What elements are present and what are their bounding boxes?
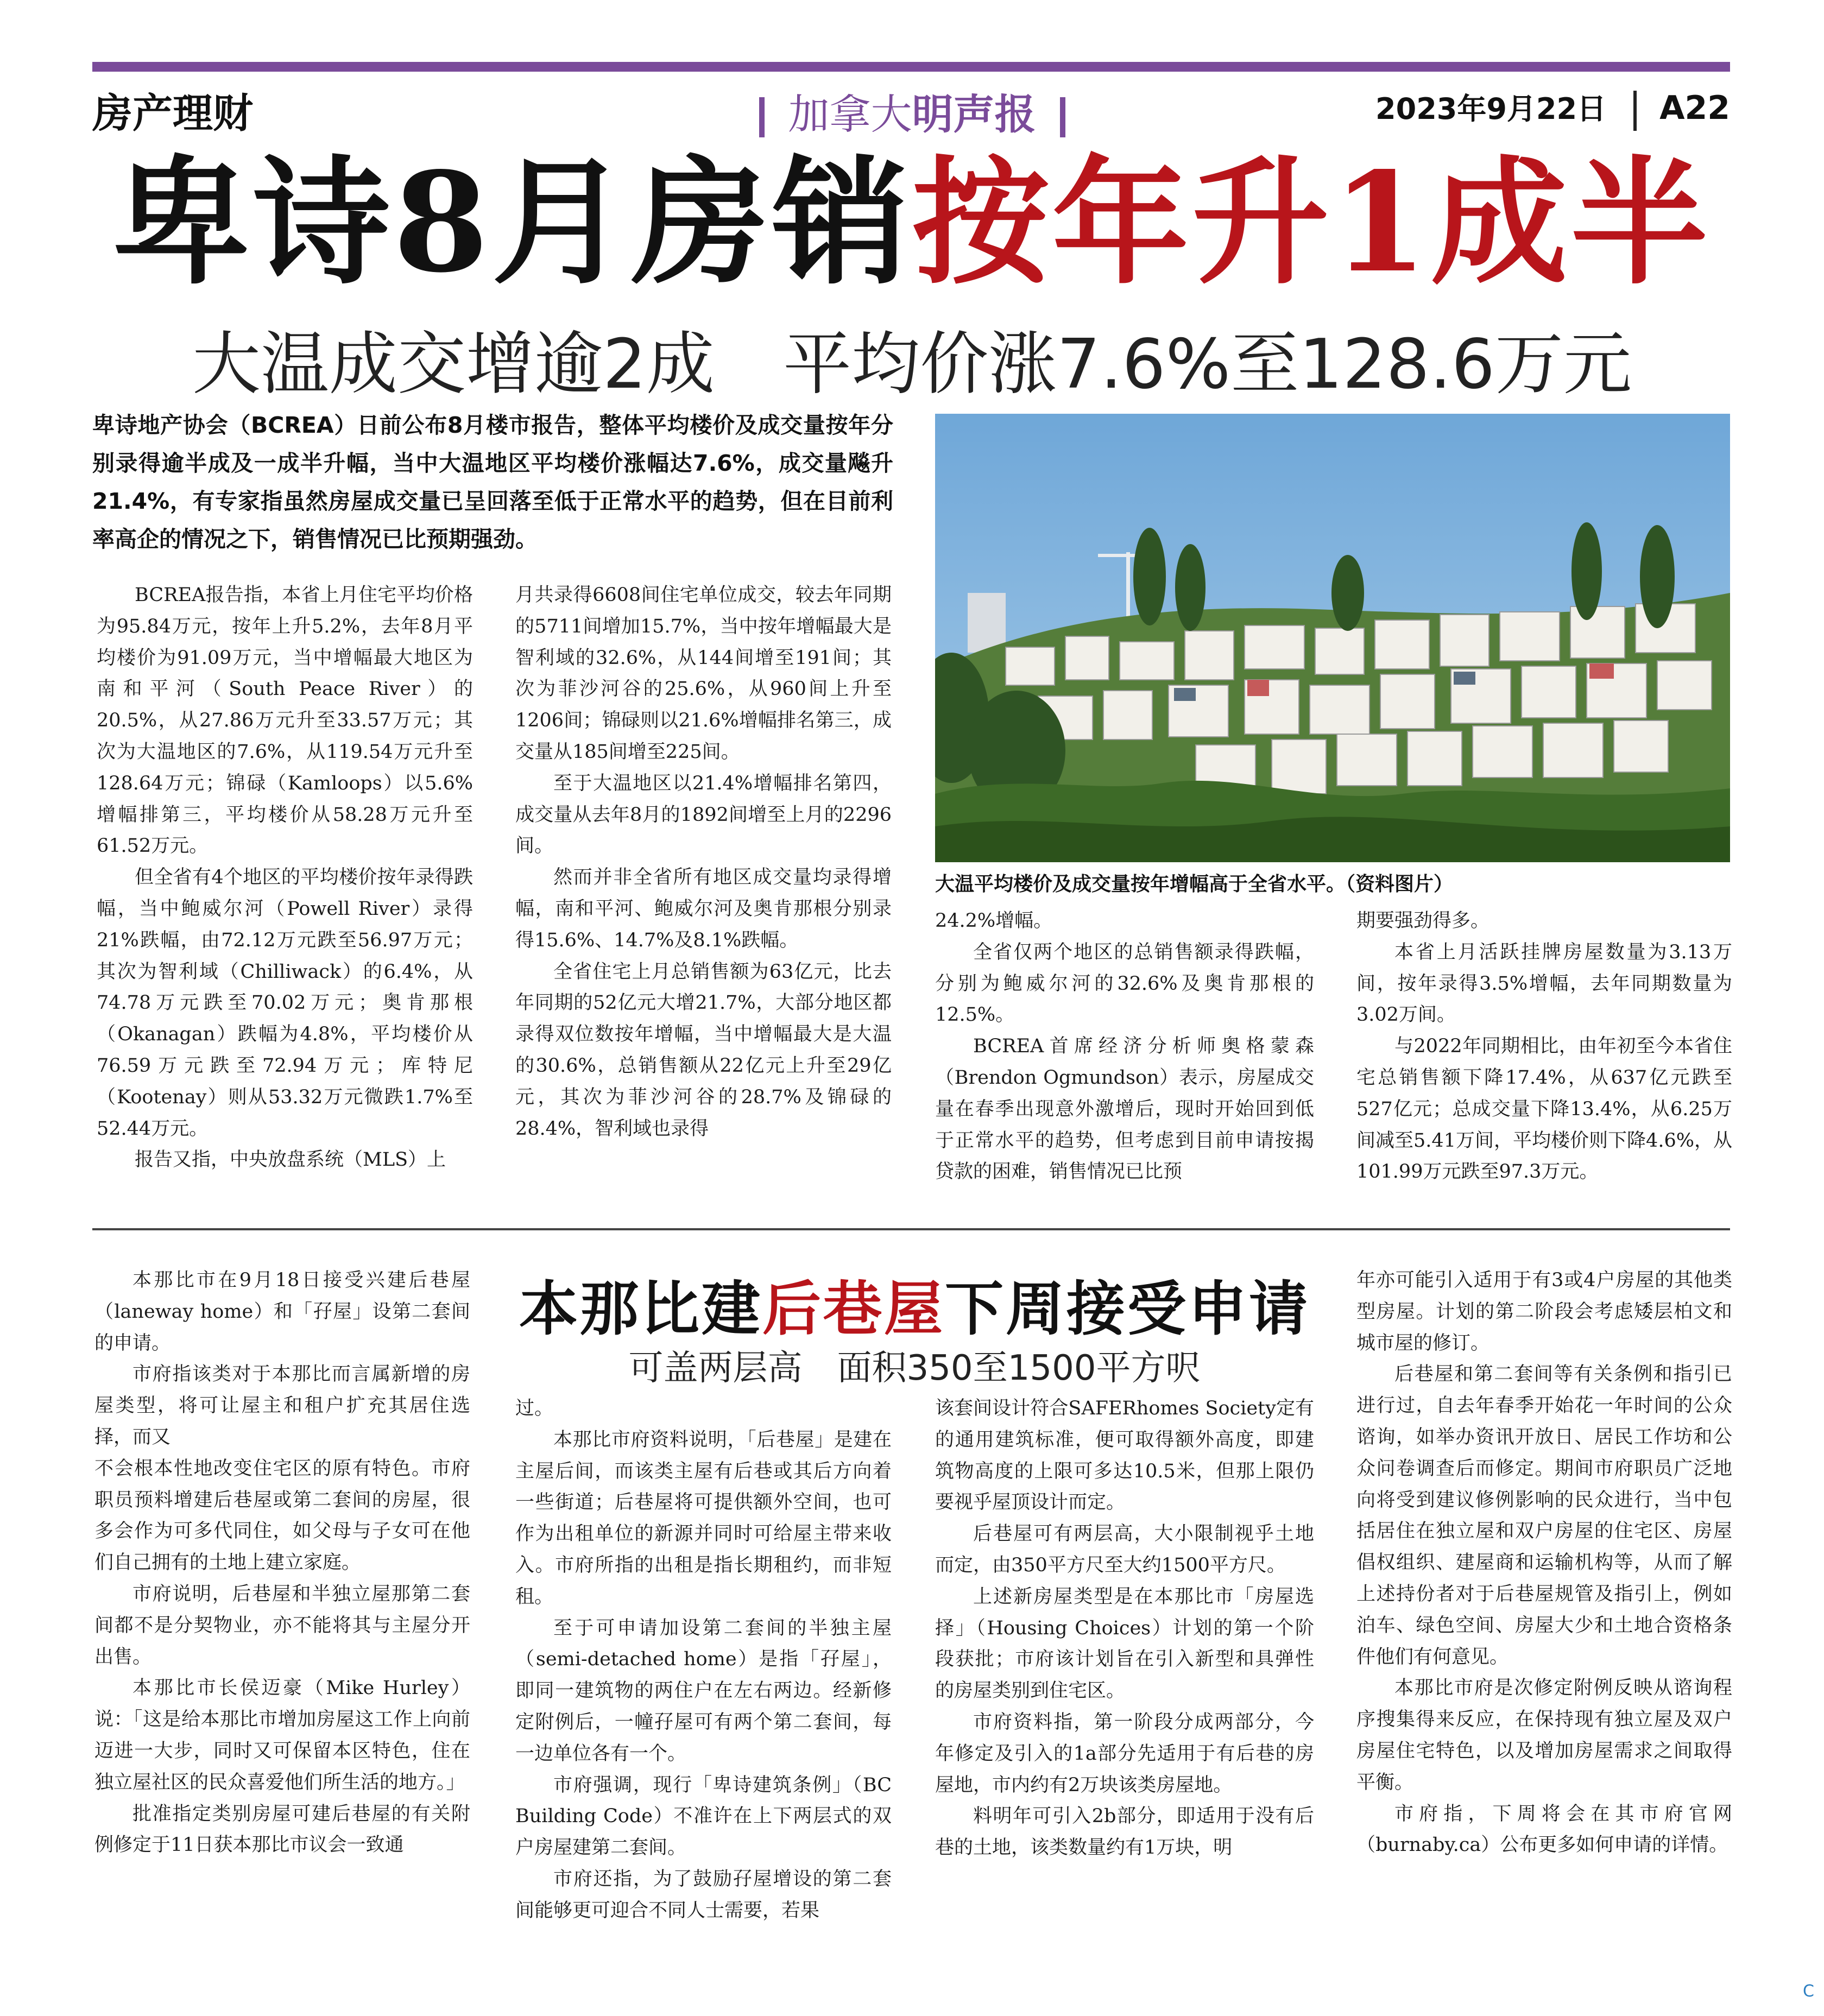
paragraph: 本那比市长侯迈豪（Mike Hurley）说：「这是给本那比市增加房屋这工作上向前迈进一大步，同时又可保留本区特色，住在独立屋社区的民众喜爱他们所生活的地方。」 xyxy=(94,1677,470,1793)
paragraph: 市府资料指，第一阶段分成两部分，今年修定及引入的1a部分先适用于有后巷的房屋地，市内约有2万块该类房屋地。 xyxy=(935,1711,1314,1796)
paragraph: 月共录得6608间住宅单位成交，较去年同期的5711间增加15.7%，当中按年增幅最大是智利域的32.6%，从144间增至191间；其次为菲沙河谷的25.6%，从960间上升至1206间；锦碌则以21.6%增幅排名第三，成交量从185间增至225间。 xyxy=(515,584,892,763)
headline-red: 按年升1成半 xyxy=(912,142,1711,303)
article2-column-3 xyxy=(935,1393,1314,1864)
article2-column-1 xyxy=(94,1265,470,1861)
paragraph: 市府说明，后巷屋和半独立屋那第二套间都不是分契物业，亦不能将其与主屋分开出售。 xyxy=(94,1583,470,1668)
issue-date: 2023年9月22日 xyxy=(1375,92,1607,126)
paragraph: 至于大温地区以21.4%增幅排名第四，成交量从去年8月的1892间增至上月的2296间。 xyxy=(515,772,892,857)
page-number: A22 xyxy=(1659,89,1730,127)
paragraph: 市府还指，为了鼓励孖屋增设的第二套间能够更可迎合不同人士需要，若果 xyxy=(515,1868,892,1922)
corner-mark: C xyxy=(1803,1982,1814,2001)
article1-subhead: 大温成交增逾2成 平均价涨7.6%至128.6万元 xyxy=(192,324,1632,404)
article2-column-2 xyxy=(515,1393,892,1927)
paragraph: 市府强调，现行「卑诗建筑条例」（BC Building Code）不准许在上下两层式的双户房屋建第二套间。 xyxy=(515,1774,892,1859)
article2-column-4 xyxy=(1356,1265,1732,1861)
paragraph: 与2022年同期相比，由年初至今本省住宅总销售额下降17.4%，从637亿元跌至527亿元；总成交量下降13.4%，从6.25万间减至5.41万间，平均楼价则下降4.6%，从101.99万元跌至97.3万元。 xyxy=(1356,1035,1732,1183)
headline-part-b: 下周接受申请 xyxy=(945,1275,1310,1343)
paragraph: 本那比市府资料说明，「后巷屋」是建在主屋后间，而该类主屋有后巷或其后方向着一些街道；后巷屋将可提供额外空间，也可作为出租单位的新源并同时可给屋主带来收入。市府所指的出租是指长期租约，而非短租。 xyxy=(515,1429,892,1608)
paragraph: BCREA首席经济分析师奥格蒙森（Brendon Ogmundson）表示，房屋成交量在春季出现意外激增后，现时开始回到低于正常水平的趋势，但考虑到目前申请按揭贷款的困难，销售情况已比预 xyxy=(935,1035,1314,1183)
dateline xyxy=(1375,86,1730,131)
paragraph: 全省仅两个地区的总销售额录得跌幅，分别为鲍威尔河的32.6%及奥肯那根的12.5%。 xyxy=(935,941,1314,1026)
article1-column-4 xyxy=(1356,906,1732,1188)
paragraph: 该套间设计符合SAFERhomes Society定有的通用建筑标准，便可取得额外高度，即建筑物高度的上限可多达10.5米，但那上限仍要视乎屋顶设计而定。 xyxy=(935,1398,1314,1514)
section-divider xyxy=(92,1228,1730,1230)
paragraph: 市府指该类对于本那比而言属新增的房屋类型，将可让屋主和租户扩充其居住选择，而又 xyxy=(94,1363,470,1448)
article1-column-3 xyxy=(935,906,1314,1188)
article1-column-1 xyxy=(97,580,473,1176)
paragraph: 全省住宅上月总销售额为63亿元，比去年同期的52亿元大增21.7%，大部分地区都录得双位数按年增幅，当中增幅最大是大温的30.6%，总销售额从22亿元上升至29亿元，其次为菲沙河谷的28.7%及锦碌的28.4%，智利域也录得 xyxy=(515,960,892,1140)
paragraph: 报告又指，中央放盘系统（MLS）上 xyxy=(135,1149,446,1171)
paragraph: 但全省有4个地区的平均楼价按年录得跌幅，当中鲍威尔河（Powell River）录得21%跌幅，由72.12万元跌至56.97万元；其次为智利域（Chilliwack）的6.4%，从74.78万元跌至70.02万元；奥肯那根（Okanagan）跌幅为4.8%，平均楼价从76.59万元跌至72.94万元；库特尼（Kootenay）则从53.32万元微跌1.7%至52.44万元。 xyxy=(97,867,473,1140)
paragraph: 本那比市府是次修定附例反映从谘询程序搜集得来反应，在保持现有独立屋及双户房屋住宅特色，以及增加房屋需求之间取得平衡。 xyxy=(1356,1677,1732,1793)
article1-lead: 卑诗地产协会（BCREA）日前公布8月楼市报告，整体平均楼价及成交量按年分别录得逾半成及一成半升幅，当中大温地区平均楼价涨幅达7.6%，成交量飚升21.4%，有专家指虽然房屋成交量已呈回落至低于正常水平的趋势，但在目前利率高企的情况之下，销售情况已比预期强劲。 xyxy=(92,412,893,552)
hillside-houses-image xyxy=(935,414,1730,862)
paragraph: 然而并非全省所有地区成交量均录得增幅，南和平河、鲍威尔河及奥肯那根分别录得15.6%、14.7%及8.1%跌幅。 xyxy=(515,867,892,951)
headline-black: 卑诗8月房销 xyxy=(113,142,912,303)
headline-red: 后巷屋 xyxy=(762,1275,945,1343)
paragraph: 料明年可引入2b部分，即适用于没有后巷的土地，该类数量约有1万块，明 xyxy=(935,1805,1314,1859)
article1-photo xyxy=(935,414,1730,862)
section-title: 房产理财 xyxy=(92,90,253,137)
top-rule xyxy=(92,62,1730,72)
article2-subhead: 可盖两层高 面积350至1500平方呎 xyxy=(628,1348,1201,1388)
article2-headline xyxy=(505,1262,1324,1346)
paragraph: 24.2%增幅。 xyxy=(935,910,1053,932)
paragraph: 本那比市在9月18日接受兴建后巷屋（laneway home）和「孖屋」设第二套间的申请。 xyxy=(94,1269,470,1354)
paragraph: 批准指定类别房屋可建后巷屋的有关附例修定于11日获本那比市议会一致通 xyxy=(94,1803,470,1856)
paragraph: 过。 xyxy=(515,1398,554,1419)
headline-part-a: 本那比建 xyxy=(519,1275,762,1343)
paragraph: BCREA报告指，本省上月住宅平均价格为95.84万元，按年上升5.2%，去年8月平均楼价为91.09万元，当中增幅最大地区为南和平河（South Peace River）的20.5%，从27.86万元升至33.57万元；其次为大温地区的7.6%，从119.54万元升至128.64万元；锦碌（Kamloops）以5.6%增幅排第三，平均楼价从58.28万元升至61.52万元。 xyxy=(97,584,473,857)
article1-headline xyxy=(0,142,1824,303)
paragraph: 期要强劲得多。 xyxy=(1356,910,1490,932)
paragraph: 本省上月活跃挂牌房屋数量为3.13万间，按年录得3.5%增幅，去年同期数量为3.02万间。 xyxy=(1356,941,1732,1026)
paragraph: 至于可申请加设第二套间的半独主屋（semi-detached home）是指「孖屋」，即同一建筑物的两住户在左右两边。经新修定附例后，一幢孖屋可有两个第二套间，每一边单位各有一个。 xyxy=(515,1617,892,1765)
article1-column-2 xyxy=(515,580,892,1145)
paragraph: 年亦可能引入适用于有3或4户房屋的其他类型房屋。计划的第二阶段会考虑矮层柏文和城市屋的修订。 xyxy=(1356,1269,1732,1354)
paragraph: 不会根本性地改变住宅区的原有特色。市府职员预料增建后巷屋或第二套间的房屋，很多会作为可多代同住，如父母与子女可在他们自己拥有的土地上建立家庭。 xyxy=(94,1457,470,1574)
paragraph: 上述新房屋类型是在本那比市「房屋选择」（Housing Choices）计划的第一个阶段获批；市府该计划旨在引入新型和具弹性的房屋类别到住宅区。 xyxy=(935,1585,1314,1702)
dateline-separator xyxy=(1633,91,1637,131)
paragraph: 后巷屋和第二套间等有关条例和指引已进行过，自去年春季开始花一年时间的公众谘询，如举办资讯开放日、居民工作坊和公众问卷调查后而修定。期间市府职员广泛地向将受到建议修例影响的民众进行，当中包括居住在独立屋和双户房屋的住宅区、房屋倡权组织、建屋商和运输机构等，从而了解上述持份者对于后巷屋规管及指引上，例如泊车、绿色空间、房屋大少和土地合资格条件他们有何意见。 xyxy=(1356,1363,1732,1668)
photo-caption: 大温平均楼价及成交量按年增幅高于全省水平。（资料图片） xyxy=(935,873,1454,895)
paragraph: 市府指，下周将会在其市府官网（burnaby.ca）公布更多如何申请的详情。 xyxy=(1356,1803,1732,1856)
masthead-bar-left xyxy=(759,97,765,137)
paragraph: 后巷屋可有两层高，大小限制视乎土地而定，由350平方尺至大约1500平方尺。 xyxy=(935,1523,1314,1576)
masthead-prefix: 加拿大 xyxy=(788,90,912,138)
masthead-bar-right xyxy=(1060,97,1065,137)
masthead-name: 明声报 xyxy=(912,90,1036,138)
